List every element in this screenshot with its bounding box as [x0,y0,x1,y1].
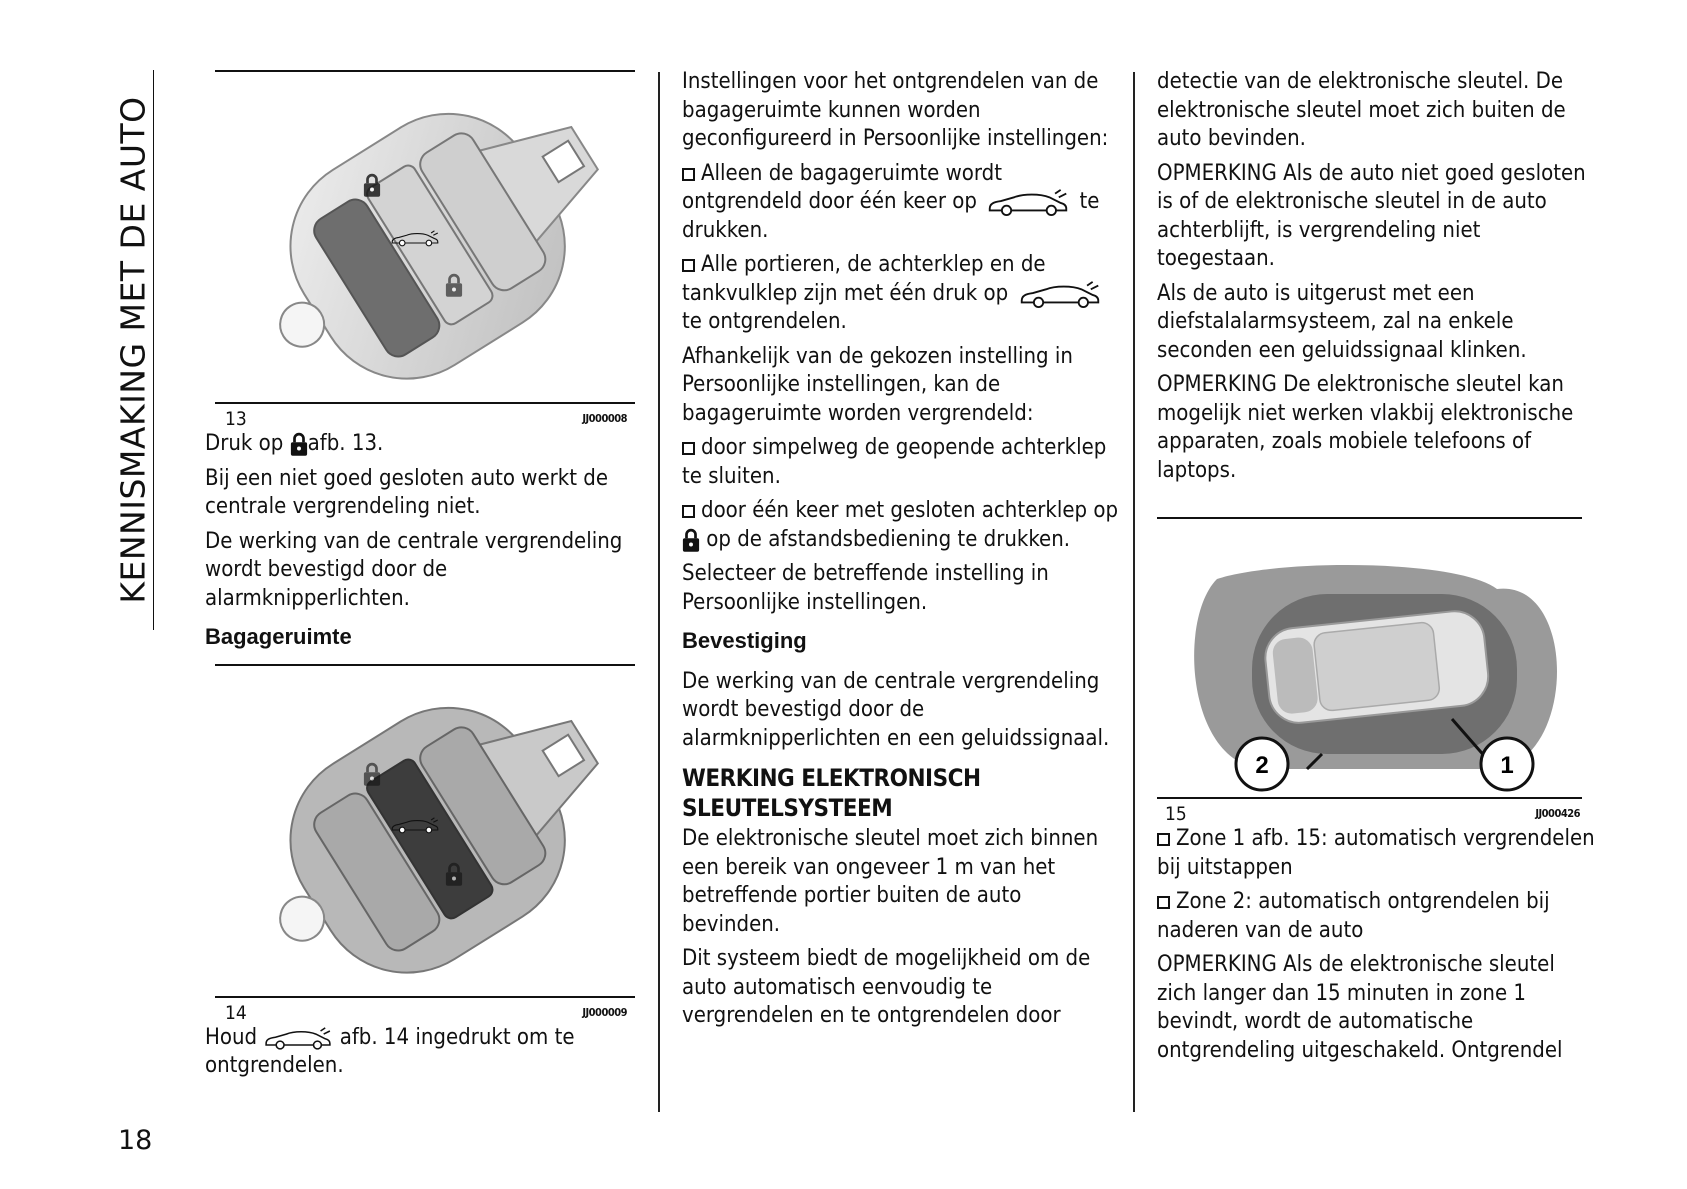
square-bullet-icon [682,442,695,455]
lock-icon [290,431,308,457]
note-interference: OPMERKING De elektronische sleutel kan mogelijk niet werken vlakbij elektronische apparaten, zoals mobiele telefoons of laptops. [1157,372,1574,483]
square-bullet-icon [682,168,695,181]
section-title: KENNISMAKING MET DE AUTO [113,96,153,604]
column-2 [682,68,1122,1037]
paragraph-alarm: Als de auto is uitgerust met een diefstalalarmsysteem, zal na enkele seconden een geluidssignaal klinken. [1157,280,1527,363]
paragraph-key-detection: detectie van de elektronische sleutel. De elektronische sleutel moet zich buiten de auto bevinden. [1157,69,1566,151]
paragraph-hold-trunk: Houd afb. 14 ingedrukt om te ontgrendelen. [205,1024,575,1078]
key-fob-image-trunk [215,666,635,996]
paragraph-trunk-settings: Instellingen voor het ontgrendelen van de bagageruimte kunnen worden geconfigureerd in Persoonlijke instellingen: [682,69,1109,151]
figure-15-caption [1157,803,1582,825]
figure-14-caption [215,1002,635,1024]
note-not-closed: OPMERKING Als de auto niet goed gesloten is of de elektronische sleutel in de auto achterblijft, is vergrendeling niet toegestaan. [1157,160,1586,271]
figure-13-number: 13 [225,408,247,430]
figure-13-caption-rule [215,402,635,430]
bullet-zone-1: Zone 1 afb. 15: automatisch vergrendelen bij uitstappen [1157,826,1595,880]
figure-15-caption-rule [1157,797,1582,825]
paragraph-unlocked-warning: Bij een niet goed gesloten auto werkt de centrale vergrendeling niet. [205,465,609,519]
square-bullet-icon [1157,896,1170,909]
paragraph-select-setting: Selecteer de betreffende instelling in Persoonlijke instellingen. [682,561,1049,615]
zone-1-label: 1 [1500,752,1514,779]
figure-15 [1157,517,1582,797]
section-sidebar [112,70,154,630]
column-separator-1 [658,72,660,1112]
bullet-zone-2: Zone 2: automatisch ontgrendelen bij naderen van de auto [1157,889,1550,943]
square-bullet-icon [682,505,695,518]
figure-14 [215,664,635,996]
sidebar-rule [153,70,154,630]
square-bullet-icon [1157,833,1170,846]
key-fob-image-lock [215,72,635,402]
bullet-close-tailgate: door simpelweg de geopende achterklep te sluiten. [682,435,1107,489]
car-trunk-icon [263,1025,333,1051]
bullet-press-lock: door één keer met gesloten achterklep op op de afstandsbediening te drukken. [682,497,1122,554]
bullet-trunk-only: Alleen de bagageruimte wordt ontgrendeld door één keer op te drukken. [682,160,1100,243]
paragraph-auto-lock: Dit systeem biedt de mogelijkheid om de auto automatisch eenvoudig te vergrendelen en te ontgrendelen door [682,946,1091,1028]
zone-2-label: 2 [1255,752,1269,779]
page-number: 18 [118,1125,153,1156]
paragraph-confirmation-signal: De werking van de centrale vergrendeling wordt bevestigd door de alarmknipperlichten en een geluidssignaal. [682,668,1110,751]
figure-14-caption-rule [215,996,635,1024]
heading-electronic-key: WERKING ELEKTRONISCH SLEUTELSYSTEEM [682,764,981,822]
figure-14-code: JJ000009 [582,1005,627,1019]
subheading-bevestiging: Bevestiging [682,628,807,653]
figure-14-number: 14 [225,1001,247,1024]
note-15-minutes: OPMERKING Als de elektronische sleutel zich langer dan 15 minuten in zone 1 bevindt, wordt de automatische ontgrendeling uitgeschakeld. Ontgrendel [1157,952,1563,1063]
lock-icon [682,527,700,553]
paragraph-key-range: De elektronische sleutel moet zich binnen een bereik van ongeveer 1 m van het betreffende portier buiten de auto bevinden. [682,826,1099,937]
figure-13-code: JJ000008 [582,412,627,425]
figure-15-code: JJ000426 [1535,807,1580,820]
subheading-bagageruimte: Bagageruimte [205,624,352,649]
figure-13 [215,70,635,402]
figure-13-caption [215,408,635,430]
zones-diagram [1157,519,1582,797]
square-bullet-icon [682,259,695,272]
car-trunk-icon [983,188,1073,216]
column-1 [205,70,635,1087]
column-separator-2 [1133,72,1135,1112]
bullet-all-doors: Alle portieren, de achterklep en de tankvulklep zijn met één druk op te ontgrendelen. [682,251,1122,337]
paragraph-lock-options: Afhankelijk van de gekozen instelling in Persoonlijke instellingen, kan de bagageruimte worden vergrendeld: [682,343,1073,426]
column-3 [1157,68,1597,1071]
paragraph-press-lock: Druk op afb. 13. [205,431,384,456]
figure-15-number: 15 [1165,803,1187,825]
car-trunk-icon [1015,280,1105,308]
paragraph-confirmation: De werking van de centrale vergrendeling wordt bevestigd door de alarmknipperlichten. [205,528,623,611]
